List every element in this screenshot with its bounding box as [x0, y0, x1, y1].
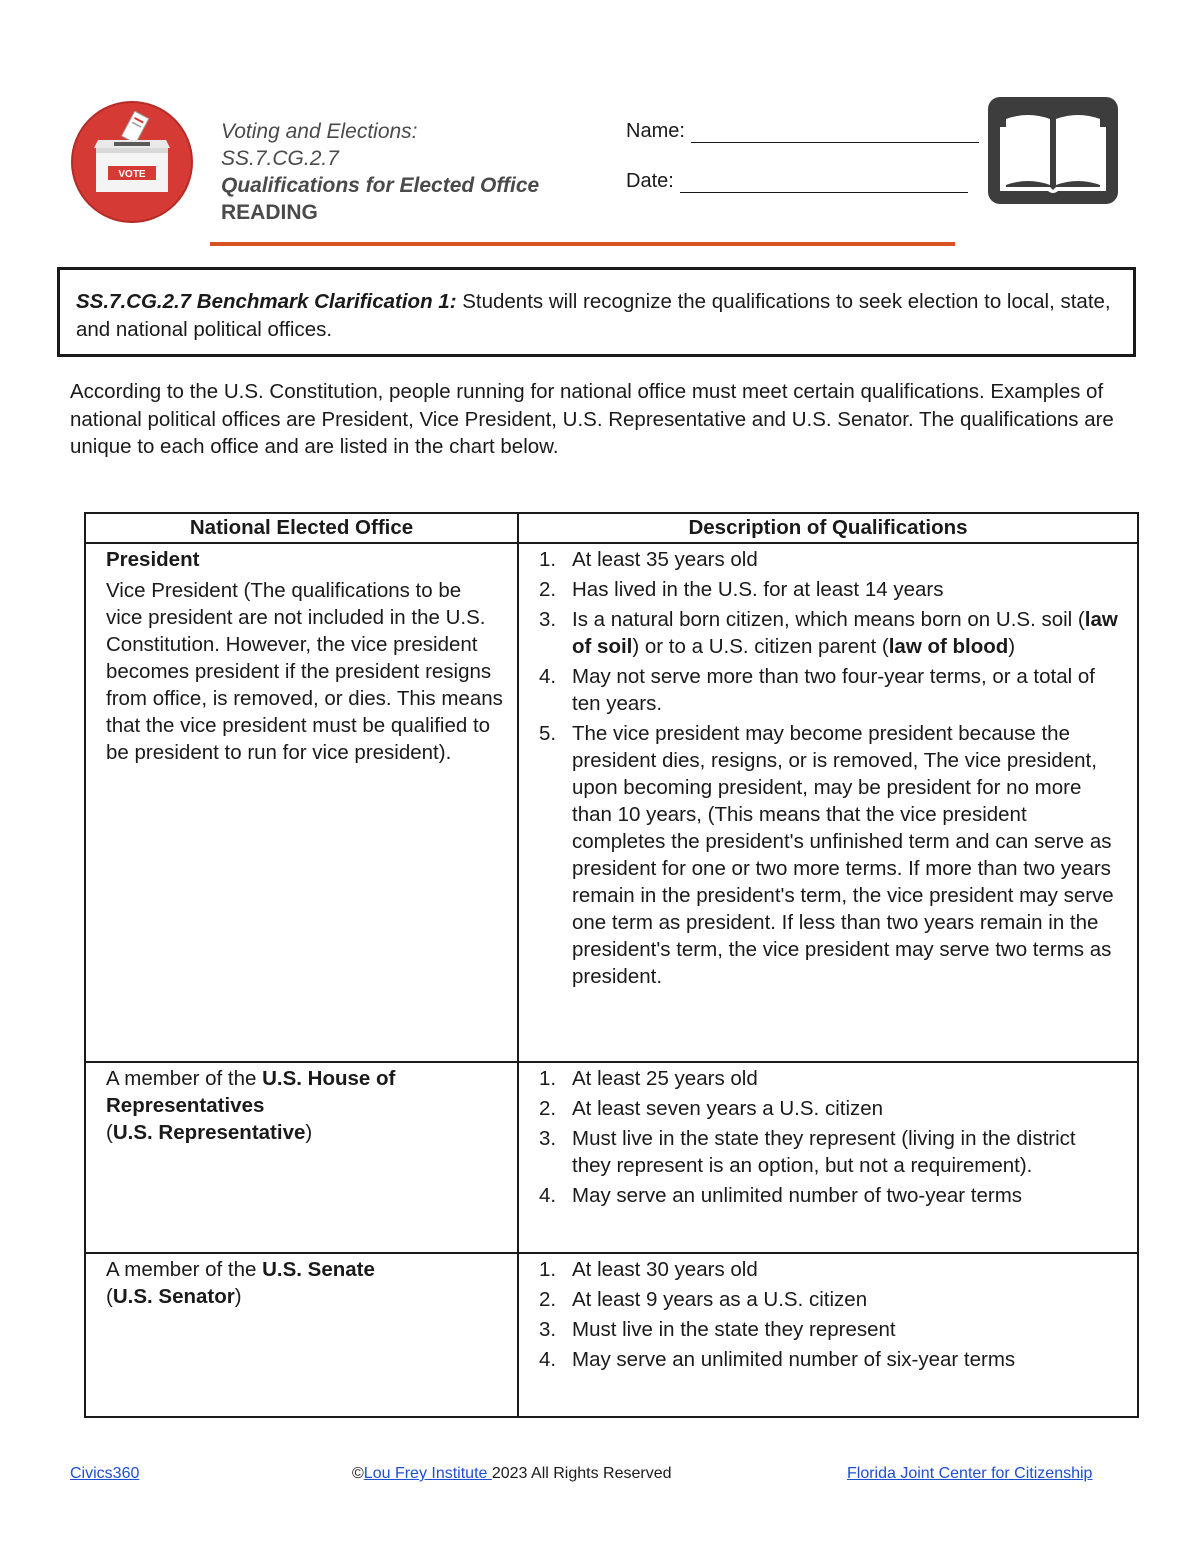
date-field[interactable]: [680, 174, 968, 193]
list-item: 3. Is a natural born citizen, which means born on U.S. soil (law of soil) or to a U.S. citizen parent (law of blood): [539, 608, 1118, 658]
qualifications-list-house: [539, 1065, 1119, 1209]
table-header-row: [85, 513, 1138, 543]
footer-copyright: [352, 1465, 672, 1483]
intro-paragraph: According to the U.S. Constitution, people running for national office must meet certain qualifications. Examples of national political offices are President, Vice President, U.S. Representative and U.S. Senator. The qualifications are unique to each office and are listed in the chart below.: [70, 380, 1114, 458]
subject-title: Voting and Elections:: [221, 120, 418, 143]
list-item: 3. Must live in the state they represent: [539, 1318, 896, 1341]
list-item: 1. At least 30 years old: [539, 1258, 758, 1281]
office-name-president: President: [106, 548, 200, 571]
office-title-senator: U.S. Senator: [112, 1285, 235, 1308]
open-book-icon: [988, 97, 1118, 204]
office-name-house: U.S. House of Representatives: [106, 1067, 396, 1117]
list-item: 4. May not serve more than two four-year terms, or a total of ten years.: [539, 665, 1095, 715]
qualifications-table: [84, 512, 1139, 1418]
copyright-symbol: ©: [352, 1465, 364, 1482]
benchmark-text: Students will recognize the qualifications to seek election to local, state, and national political offices.: [76, 290, 1111, 341]
list-item: 1. At least 35 years old: [539, 548, 758, 571]
benchmark-box: [57, 267, 1136, 357]
table-row-president: [85, 543, 1138, 1062]
qualifications-cell-president: [518, 543, 1138, 1062]
office-cell-president: [85, 543, 518, 1062]
table-row-house: [85, 1062, 1138, 1253]
office-cell-senate: A member of the U.S. Senate (U.S. Senator): [85, 1253, 518, 1417]
standard-code: SS.7.CG.2.7: [221, 147, 339, 170]
ballot-box-logo: [70, 100, 194, 224]
benchmark-label: SS.7.CG.2.7 Benchmark Clarification 1:: [76, 290, 457, 313]
office-cell-house: A member of the U.S. House of Representatives (U.S. Representative): [85, 1062, 518, 1253]
date-label: Date:: [626, 170, 674, 192]
list-item: 4. May serve an unlimited number of six-year terms: [539, 1348, 1016, 1371]
list-item: 4. May serve an unlimited number of two-year terms: [539, 1184, 1023, 1207]
office-note-vice-president: Vice President (The qualifications to be vice president are not included in the U.S. Constitution. However, the vice president becomes president if the president resigns from office, is removed, or dies. This means that the vice president must be qualified to be president to run for vice president).: [106, 579, 503, 764]
fjcc-link[interactable]: Florida Joint Center for Citizenship: [847, 1465, 1093, 1482]
qualifications-list-president: [539, 546, 1119, 990]
table-row-senate: [85, 1253, 1138, 1417]
column-header-qualifications: Description of Qualifications: [518, 513, 1138, 543]
law-of-blood-term: law of blood: [888, 635, 1009, 658]
list-item: 3. Must live in the state they represent (living in the district they represent is an option, but not a requirement).: [539, 1127, 1076, 1177]
footer-left: [70, 1465, 139, 1483]
header-divider: [210, 242, 955, 246]
qualifications-list-senate: [539, 1256, 1119, 1373]
name-field[interactable]: [691, 124, 979, 143]
vote-logo-text: VOTE: [118, 169, 146, 180]
office-title-representative: U.S. Representative: [112, 1121, 306, 1144]
list-item: 2. Has lived in the U.S. for at least 14 years: [539, 578, 944, 601]
list-item: 5. The vice president may become president because the president dies, resigns, or is removed, The vice president, upon becoming president, may be president for no more than 10 years, (This means that the vice president completes the president's unfinished term and can serve as president for one or two more terms. If more than two years remain in the president's term, the vice president may serve one term as president. If less than two years remain in the president's term, the vice president may serve two terms as president.: [539, 722, 1114, 988]
name-label: Name:: [626, 120, 685, 142]
worksheet-type: READING: [221, 201, 318, 224]
copyright-text: 2023 All Rights Reserved: [491, 1465, 672, 1482]
law-of-soil-term: law of soil: [572, 608, 1118, 658]
qualifications-cell-house: [518, 1062, 1138, 1253]
topic-title: Qualifications for Elected Office: [221, 174, 540, 197]
column-header-office: National Elected Office: [85, 513, 518, 543]
footer-right: [847, 1465, 1092, 1483]
list-item: 1. At least 25 years old: [539, 1067, 758, 1090]
civics360-link[interactable]: Civics360: [70, 1465, 140, 1482]
worksheet-title-block: [221, 118, 539, 226]
office-name-senate: U.S. Senate: [262, 1258, 375, 1281]
qualifications-cell-senate: [518, 1253, 1138, 1417]
name-date-fields: [626, 117, 979, 193]
lou-frey-institute-link[interactable]: Lou Frey Institute: [363, 1465, 492, 1482]
list-item: 2. At least seven years a U.S. citizen: [539, 1097, 884, 1120]
list-item: 2. At least 9 years as a U.S. citizen: [539, 1288, 868, 1311]
